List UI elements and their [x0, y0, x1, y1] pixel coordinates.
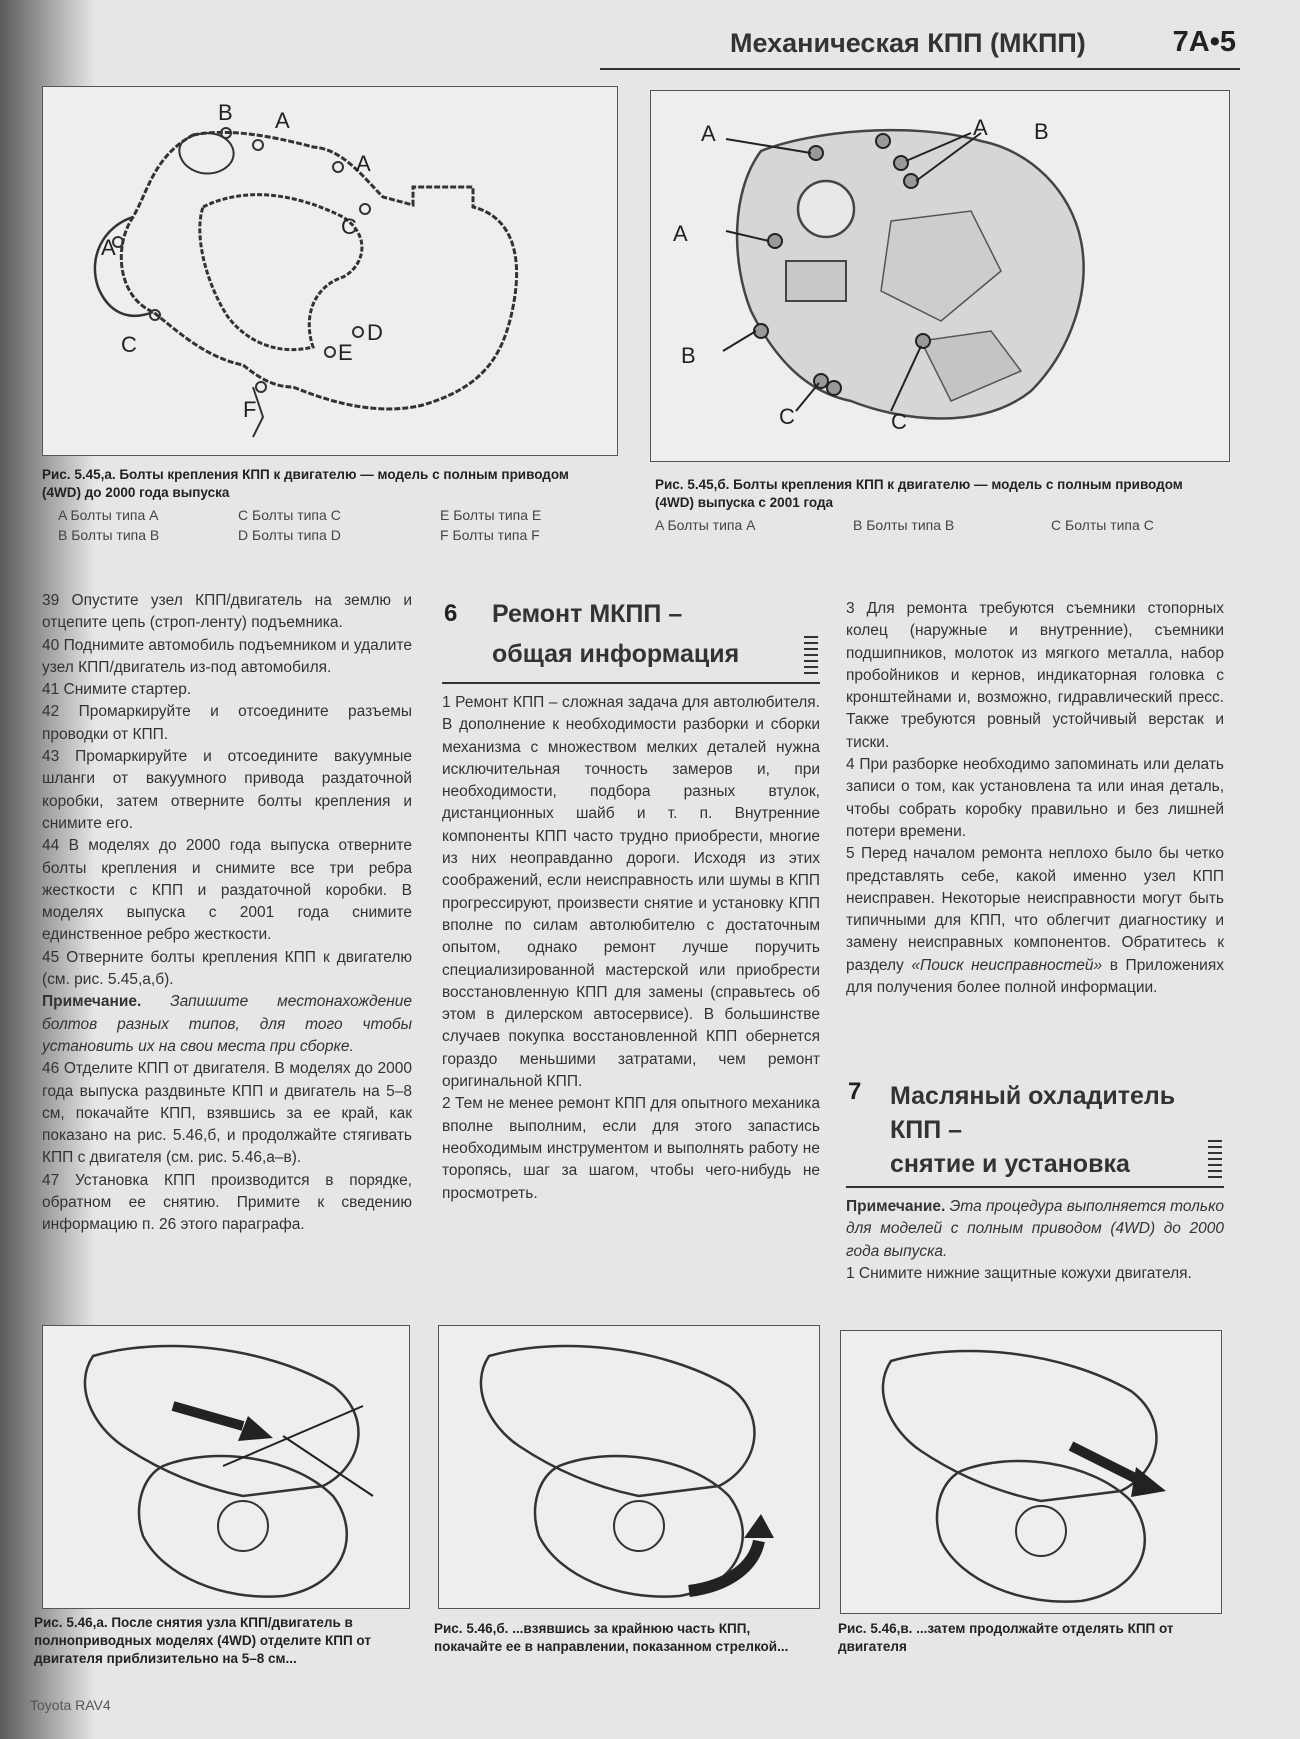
fig-label: A: [973, 115, 988, 140]
figure-legend: [42, 505, 602, 549]
section-number: 6: [444, 600, 458, 627]
figure-caption: Рис. 5.46,а. После снятия узла КПП/двигатель в полноприводных моделях (4WD) отделите КПП от двигателя приблизительно на 5–8 см...: [34, 1615, 371, 1666]
fig-label: F: [243, 397, 257, 422]
figure-caption: Рис. 5.46,в. ...затем продолжайте отделять КПП от двигателя: [838, 1621, 1174, 1654]
section-title: КПП –: [890, 1116, 963, 1144]
fig-label: B: [218, 100, 233, 125]
note: [42, 991, 412, 1058]
text-column-1: [42, 590, 412, 1237]
paragraph: 4 При разборке необходимо запоминать или делать записи о том, как установлена та или иная деталь, чтобы собрать коробку правильно и без лишней потери времени.: [846, 756, 1224, 840]
engine-pull-drawing: [841, 1331, 1221, 1613]
section-6-heading: [442, 598, 820, 684]
fig-label: A: [356, 151, 371, 176]
figure-5-46b: [438, 1325, 820, 1609]
legend-item: C Болты типа C: [238, 507, 341, 523]
fig-label: B: [681, 343, 696, 368]
figure-legend: [655, 515, 1220, 537]
paragraph: 2 Тем не менее ремонт КПП для опытного механика вполне выполним, если для этого запастись необходимым инструментом и выполнять работу не торопясь, шаг за шагом, чтобы чего-нибудь не просмотреть.: [442, 1095, 820, 1202]
page-number: 7А•5: [1172, 26, 1236, 58]
fig-label: A: [275, 108, 290, 133]
paragraph: 42 Промаркируйте и отсоедините разъемы проводки от КПП.: [42, 703, 412, 743]
page-header: [600, 24, 1240, 70]
fig-label: C: [891, 409, 907, 434]
legend-item: E Болты типа E: [440, 507, 542, 523]
section-7-heading: [846, 1076, 1224, 1188]
paragraph: 39 Опустите узел КПП/двигатель на землю и отцепите цепь (строп-ленту) подъемника.: [42, 592, 412, 632]
difficulty-icon: [1208, 1140, 1222, 1180]
paragraph-text: 5 Перед началом ремонта неплохо было бы четко представлять себе, какой именно узел КПП неисправен. Некоторые неисправности могут быть типичными для КПП, что облегчит диагностику и замену неисправных компонентов. Обратитесь к разделу: [846, 845, 1224, 974]
figure-caption: Рис. 5.45,а. Болты крепления КПП к двигателю — модель с полным приводом (4WD) до 2000 года выпуска: [42, 467, 569, 500]
engine-rocking-drawing: [439, 1326, 819, 1608]
fig-label: A: [673, 221, 688, 246]
paragraph: [846, 843, 1224, 999]
fig-label: A: [101, 235, 116, 260]
paragraph: 1 Ремонт КПП – сложная задача для автолюбителя. В дополнение к необходимости разборки и сборки механизма с множеством мелких деталей нужна исключительная точность замеров и, при необходимости, подбора разных втулок, дистанционных шайб и т. п. Внутренние компоненты КПП часто трудно приобрести, многие из них неоправданно дороги. Исходя из этих соображений, если неисправность или шумы в КПП прогрессируют, произвести снятие и установку КПП вполне по силам автолюбителю с достаточным опытом, однако ремонт лучше поручить специализированной мастерской или приобрести восстановленную КПП для замены (справьтесь об этом в дилерском автосервисе). В большинстве случаев покупка восстановленной КПП обернется гораздо меньшими затратами, чем ремонт оригинальной КПП.: [442, 694, 820, 1091]
fig-label: A: [701, 121, 716, 146]
engine-separation-drawing: [43, 1326, 409, 1608]
paragraph: 47 Установка КПП производится в порядке, обратном ее снятию. Примите к сведению информацию п. 26 этого параграфа.: [42, 1171, 412, 1234]
cross-reference: «Поиск неисправностей»: [911, 956, 1103, 974]
section-title: Ремонт МКПП –: [492, 600, 683, 628]
fig-label: E: [338, 340, 353, 365]
legend-item: B Болты типа B: [853, 517, 955, 533]
paragraph: 40 Поднимите автомобиль подъемником и удалите узел КПП/двигатель из-под автомобиля.: [42, 636, 412, 676]
paragraph: 45 Отверните болты крепления КПП к двигателю (см. рис. 5.45,а,б).: [42, 948, 412, 989]
chapter-title: Механическая КПП (МКПП): [730, 28, 1086, 58]
legend-item: D Болты типа D: [238, 527, 341, 543]
figure-caption: Рис. 5.46,б. ...взявшись за крайнюю часть КПП, покачайте ее в направлении, показанном стрелкой...: [434, 1621, 789, 1654]
section-number: 7: [848, 1078, 862, 1105]
figure-5-46c: [840, 1330, 1222, 1614]
figure-5-45a: [42, 86, 618, 456]
fig-label: C: [341, 214, 357, 239]
difficulty-icon: [804, 636, 818, 676]
figure-caption: Рис. 5.45,б. Болты крепления КПП к двигателю — модель с полным приводом (4WD) выпуска с 2001 года: [655, 477, 1183, 510]
legend-item: A Болты типа A: [655, 517, 756, 533]
paragraph-text: в Приложениях для получения более полной информации.: [846, 956, 1224, 997]
page-footer: Toyota RAV4: [30, 1697, 111, 1713]
legend-item: C Болты типа C: [1051, 517, 1154, 533]
note-label: Примечание.: [42, 993, 142, 1011]
transmission-photo-drawing: [651, 91, 1229, 461]
note-text: Эта процедура выполняется только для моделей с полным приводом (4WD) до 2000 года выпуска.: [846, 1198, 1225, 1260]
fig-label: C: [779, 404, 795, 429]
figure-5-46a: [42, 1325, 410, 1609]
fig-label: C: [121, 332, 137, 357]
figure-5-45b: [650, 90, 1230, 462]
paragraph: 41 Снимите стартер.: [42, 681, 192, 699]
fig-label: B: [1034, 119, 1049, 144]
transmission-outline-drawing: [43, 87, 617, 455]
note: [846, 1196, 1224, 1263]
fig-label: D: [367, 320, 383, 345]
section-title: Масляный охладитель: [890, 1082, 1176, 1110]
paragraph: 46 Отделите КПП от двигателя. В моделях до 2000 года выпуска раздвиньте КПП и двигатель на 5–8 см, покачайте КПП, взявшись за ее край, как показано на рис. 5.46,б, и продолжайте стягивать КПП с двигателя (см. рис. 5.46,а–в).: [42, 1060, 412, 1167]
paragraph: 1 Снимите нижние защитные кожухи двигателя.: [846, 1264, 1192, 1282]
text-column-3-cont: [846, 1196, 1224, 1285]
legend-item: F Болты типа F: [440, 527, 540, 543]
note-text: Запишите местонахождение болтов разных типов, для того чтобы установить их на свои места при сборке.: [42, 993, 412, 1055]
paragraph: 43 Промаркируйте и отсоедините вакуумные шланги от вакуумного привода раздаточной коробки, затем отверните болты крепления и снимите его.: [42, 748, 412, 832]
section-title: снятие и установка: [890, 1150, 1130, 1178]
text-column-3: [846, 598, 1224, 999]
paragraph: 44 В моделях до 2000 года выпуска отверните болты крепления и снимите все три ребра жесткости с КПП и раздаточной коробки. В моделях выпуска с 2001 года снимите единственное ребро жесткости.: [42, 837, 412, 944]
section-title: общая информация: [492, 640, 740, 668]
paragraph: 3 Для ремонта требуются съемники стопорных колец (наружные и внутренние), съемники подшипников, молоток из мягкого металла, набор пробойников и кернов, индикаторная головка с кронштейнами и, возможно, гидравлический пресс. Также требуются ровный устойчивый верстак и тиски.: [846, 600, 1224, 751]
legend-item: A Болты типа A: [58, 507, 159, 523]
text-column-2: [442, 692, 820, 1205]
legend-item: B Болты типа B: [58, 527, 160, 543]
note-label: Примечание.: [846, 1198, 946, 1215]
